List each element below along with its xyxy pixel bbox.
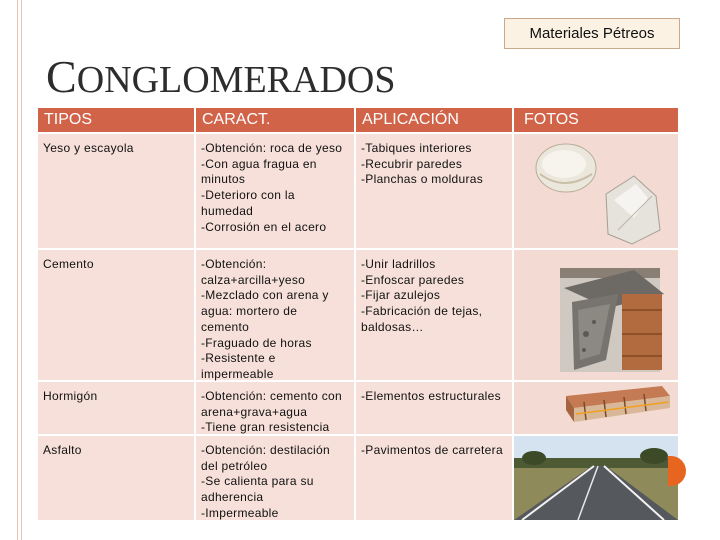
header-tipos: TIPOS bbox=[38, 108, 194, 132]
slide-title-rest: ONGLOMERADOS bbox=[76, 59, 396, 101]
gypsum-rock-image bbox=[514, 134, 678, 248]
row-tipo-cemento bbox=[38, 250, 194, 380]
aplicacion-line: -Unir ladrillos bbox=[361, 257, 436, 271]
aplicacion-line: -Pavimentos de carretera bbox=[361, 443, 503, 457]
aplicacion-line: -Recubrir paredes bbox=[361, 156, 463, 171]
aplicacion-line: -Fabricación de tejas, bbox=[361, 304, 483, 319]
caract-line: -Obtención: bbox=[201, 257, 267, 271]
subject-badge: Materiales Pétreos bbox=[504, 18, 680, 49]
caract-line: minutos bbox=[201, 172, 246, 187]
caract-line: -Obtención: cemento con bbox=[201, 389, 342, 403]
caract-line: cemento bbox=[201, 319, 250, 334]
aplicacion-line: baldosas… bbox=[361, 319, 424, 334]
tipo-label: Asfalto bbox=[43, 443, 82, 457]
row-tipo-asfalto bbox=[38, 436, 194, 520]
caract-line: -Con agua fragua en bbox=[201, 156, 317, 171]
left-border-line-inner bbox=[21, 0, 22, 540]
caract-line: -Resistente e bbox=[201, 351, 276, 366]
caract-line: -Corrosión en el acero bbox=[201, 219, 327, 234]
next-slide-tab[interactable] bbox=[668, 456, 686, 486]
row-tipo-hormigon bbox=[38, 382, 194, 434]
header-caract: CARACT. bbox=[196, 108, 354, 132]
aplicacion-line: -Planchas o molduras bbox=[361, 172, 484, 187]
caract-line: -Obtención: roca de yeso bbox=[201, 141, 343, 155]
aplicacion-line: -Tabiques interiores bbox=[361, 141, 472, 155]
row-aplicacion-yeso bbox=[356, 134, 512, 248]
caract-line: -Tiene gran resistencia bbox=[201, 420, 330, 435]
row-aplicacion-cemento bbox=[356, 250, 512, 380]
slide-title-initial: C bbox=[46, 51, 77, 102]
row-caract-hormigon bbox=[196, 382, 354, 434]
aplicacion-line: -Elementos estructurales bbox=[361, 389, 501, 403]
header-fotos: FOTOS bbox=[514, 108, 678, 132]
caract-line: impermeable bbox=[201, 366, 274, 381]
tipo-label: Yeso y escayola bbox=[43, 141, 134, 155]
asphalt-road-image bbox=[514, 436, 678, 520]
caract-line: -Fraguado de horas bbox=[201, 335, 312, 350]
left-border-line bbox=[17, 0, 18, 540]
tipo-label: Hormigón bbox=[43, 389, 98, 403]
caract-line: -Deterioro con la bbox=[201, 188, 295, 203]
row-caract-asfalto bbox=[196, 436, 354, 520]
caract-line: agua: mortero de bbox=[201, 304, 298, 319]
cement-pouring-image bbox=[514, 250, 678, 380]
row-caract-yeso bbox=[196, 134, 354, 248]
photo-cemento bbox=[514, 250, 678, 380]
header-aplicacion: APLICACIÓN bbox=[356, 108, 512, 132]
caract-line: -Mezclado con arena y bbox=[201, 288, 329, 303]
aplicacion-line: -Enfoscar paredes bbox=[361, 272, 465, 287]
caract-line: humedad bbox=[201, 203, 254, 218]
row-aplicacion-hormigon bbox=[356, 382, 512, 434]
aplicacion-line: -Fijar azulejos bbox=[361, 288, 441, 303]
row-caract-cemento bbox=[196, 250, 354, 380]
caract-line: arena+grava+agua bbox=[201, 404, 308, 419]
concrete-beam-image bbox=[514, 382, 678, 434]
caract-line: del petróleo bbox=[201, 458, 268, 473]
caract-line: adherencia bbox=[201, 490, 264, 505]
photo-yeso bbox=[514, 134, 678, 248]
caract-line: -Se calienta para su bbox=[201, 474, 314, 489]
row-aplicacion-asfalto bbox=[356, 436, 512, 520]
row-tipo-yeso bbox=[38, 134, 194, 248]
caract-line: -Obtención: destilación bbox=[201, 443, 330, 457]
caract-line: calza+arcilla+yeso bbox=[201, 272, 306, 287]
caract-line: -Impermeable bbox=[201, 505, 279, 520]
tipo-label: Cemento bbox=[43, 257, 94, 271]
photo-asfalto bbox=[514, 436, 678, 520]
photo-hormigon bbox=[514, 382, 678, 434]
slide-title bbox=[46, 50, 395, 103]
